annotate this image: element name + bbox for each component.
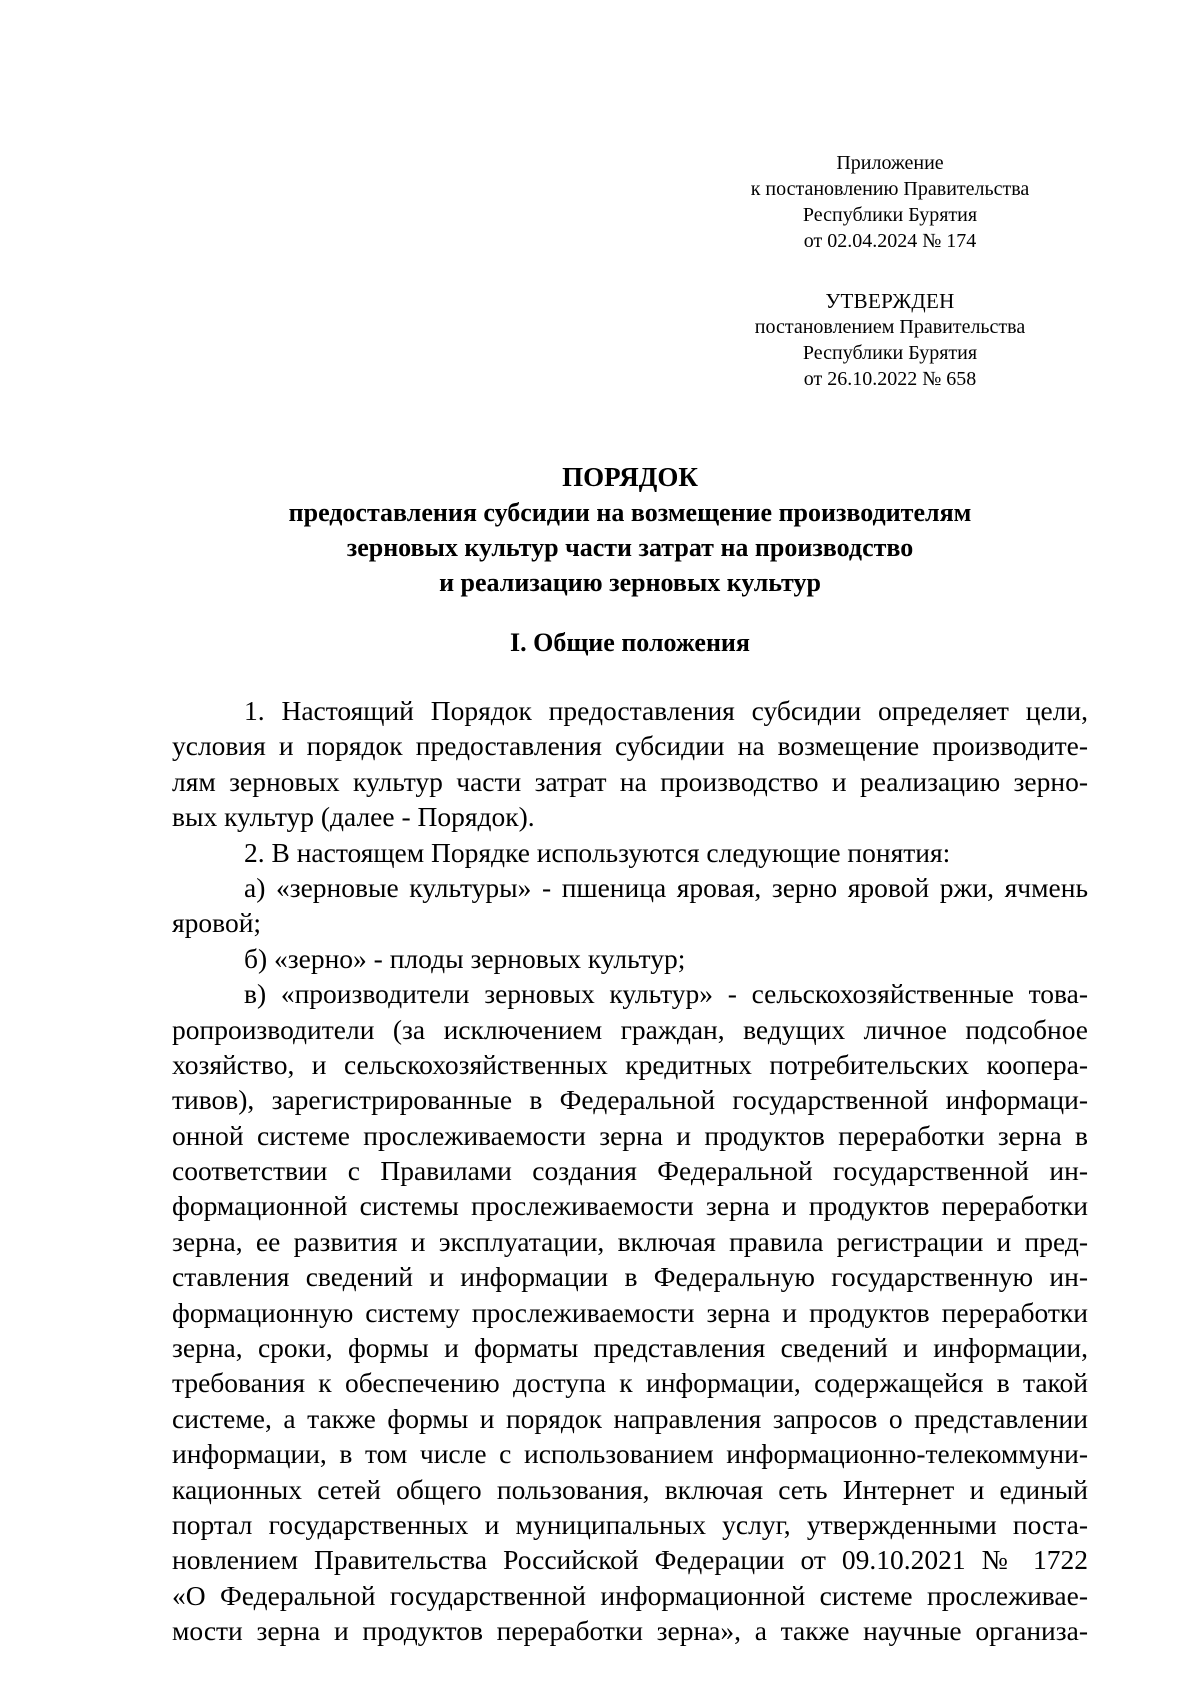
body-line: 1. Настоящий Порядок предоставления субсидии определяет цели,	[244, 695, 1088, 726]
approved-line: Республики Бурятия	[802, 342, 978, 364]
body-line: системе, а также формы и порядок направления запросов о представлении	[172, 1402, 1088, 1434]
approved-line: УТВЕРЖДЕН	[825, 289, 955, 313]
body-line: а) «зерновые культуры» - пшеница яровая, зерно яровой ржи, ячмень	[244, 871, 1088, 903]
approved-block	[720, 288, 1060, 392]
body-line: формационную систему прослеживаемости зерна и продуктов переработки	[172, 1296, 1088, 1328]
document-title: ПОРЯДОК	[562, 462, 698, 492]
body-line: новлением Правительства Российской Федерации от 09.10.2021 № 1722	[172, 1544, 1088, 1576]
body-line: зерна, ее развития и эксплуатации, включая правила регистрации и пред-	[172, 1225, 1088, 1257]
body-line: лям зерновых культур части затрат на производство и реализацию зерно-	[172, 765, 1088, 797]
body-line: ропроизводители (за исключением граждан, ведущих личное подсобное	[172, 1013, 1088, 1045]
body-line: яровой;	[172, 907, 262, 939]
body-line: информации, в том числе с использованием информационно-телекоммуни-	[172, 1438, 1088, 1470]
document-subtitle-line: и реализацию зерновых культур	[439, 568, 821, 597]
body-line: зерна, сроки, формы и форматы представления сведений и информации,	[172, 1332, 1088, 1364]
body-line: вых культур (далее - Порядок).	[172, 801, 535, 833]
approved-line: постановлением Правительства	[754, 316, 1026, 338]
body-line: требования к обеспечению доступа к информации, содержащейся в такой	[172, 1367, 1088, 1399]
body-line: формационной системы прослеживаемости зерна и продуктов переработки	[172, 1190, 1088, 1222]
body-line: кационных сетей общего пользования, включая сеть Интернет и единый	[172, 1473, 1088, 1505]
body-line: б) «зерно» - плоды зерновых культур;	[244, 942, 686, 974]
body-text	[172, 693, 1088, 1649]
document-subtitle-line: зерновых культур части затрат на производство	[346, 533, 914, 562]
body-line: мости зерна и продуктов переработки зерна», а также научные организа-	[172, 1615, 1088, 1647]
section-title: I. Общие положения	[510, 628, 750, 657]
body-line: «О Федеральной государственной информационной системе прослеживае-	[172, 1579, 1088, 1611]
body-line: портал государственных и муниципальных услуг, утвержденными поста-	[172, 1508, 1088, 1540]
body-line: условия и порядок предоставления субсидии на возмещение производите-	[172, 730, 1088, 762]
body-line: в) «производители зерновых культур» - сельскохозяйственные това-	[244, 978, 1088, 1010]
document-subtitle-line: предоставления субсидии на возмещение производителям	[288, 498, 972, 527]
body-line: онной системе прослеживаемости зерна и продуктов переработки зерна в	[172, 1119, 1088, 1151]
body-line: 2. В настоящем Порядке используются следующие понятия:	[244, 836, 951, 868]
annex-line: к постановлению Правительства	[750, 178, 1030, 200]
document-heading	[170, 460, 1090, 600]
annex-line: Приложение	[836, 152, 944, 174]
body-line: тивов), зарегистрированные в Федеральной государственной информаци-	[172, 1084, 1088, 1116]
body-line: ставления сведений и информации в Федеральную государственную ин-	[172, 1261, 1088, 1293]
annex-line: Республики Бурятия	[802, 204, 978, 226]
annex-block	[720, 150, 1060, 254]
approved-line: от 26.10.2022 № 658	[803, 368, 977, 390]
body-line: соответствии с Правилами создания Федеральной государственной ин-	[172, 1155, 1088, 1187]
body-line: хозяйство, и сельскохозяйственных кредитных потребительских коопера-	[172, 1048, 1088, 1080]
annex-line: от 02.04.2024 № 174	[803, 230, 977, 252]
